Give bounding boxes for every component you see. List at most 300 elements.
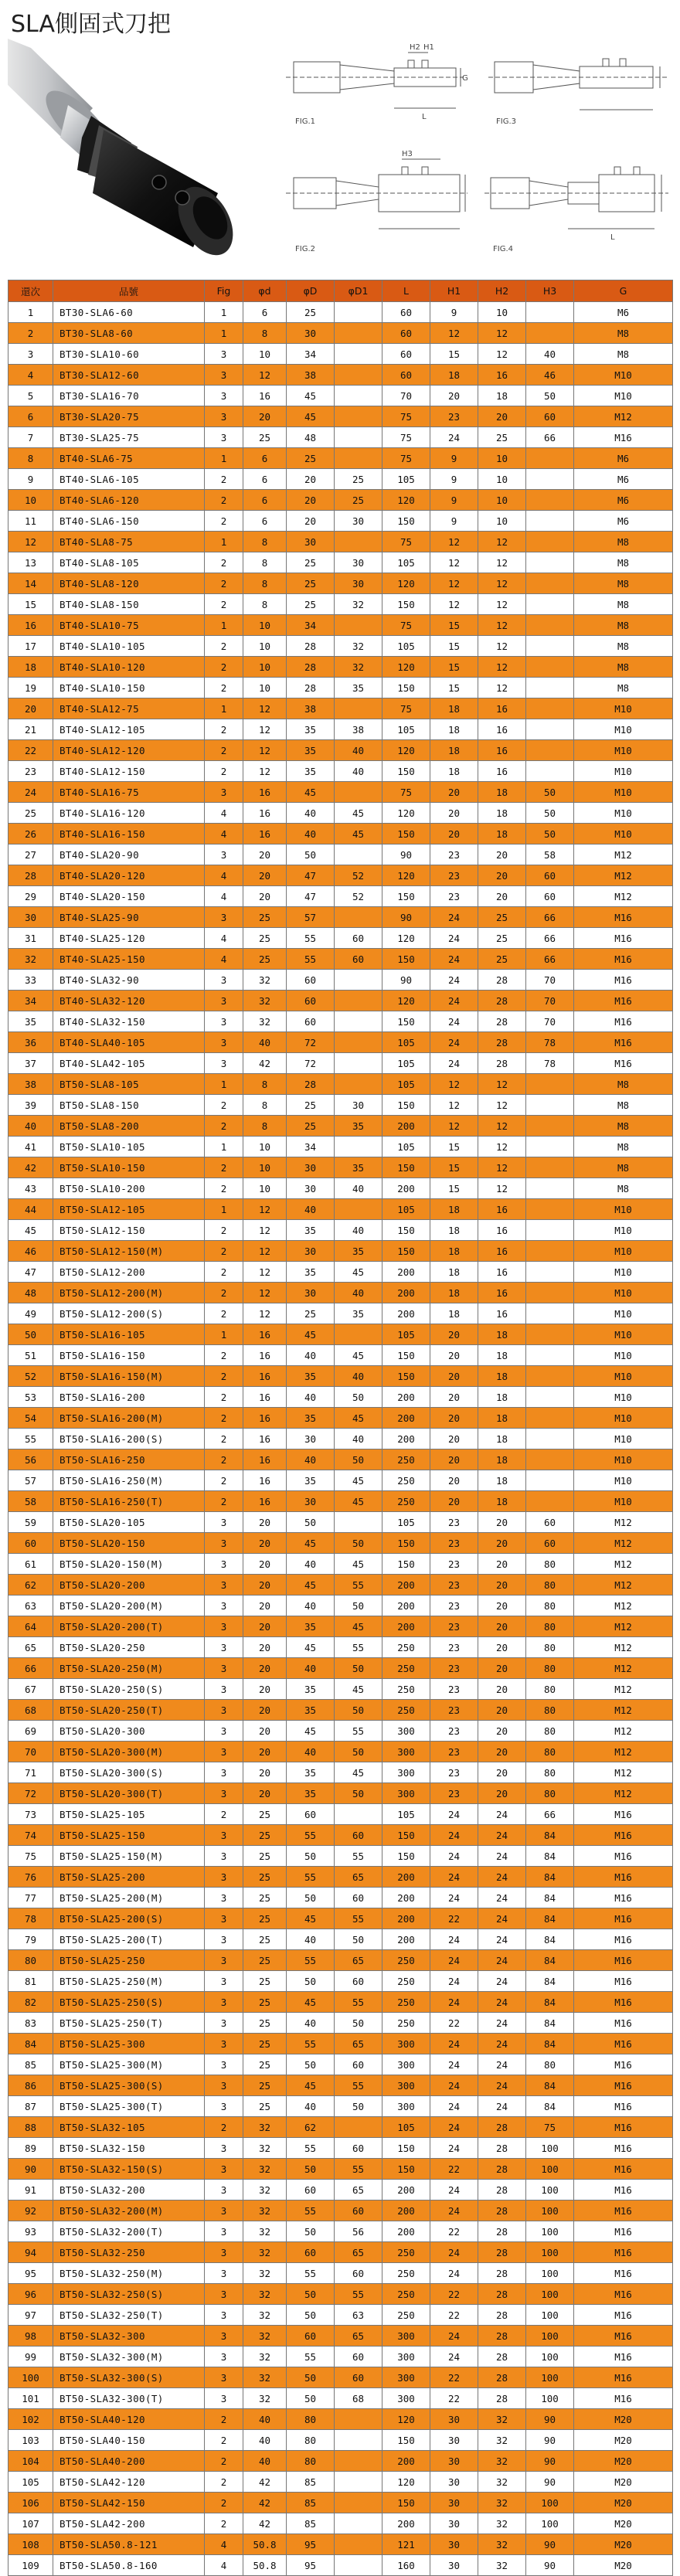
cell-h2: 32 [478, 2493, 526, 2513]
cell-fig: 3 [205, 1846, 243, 1867]
cell-d1 [335, 2409, 382, 2430]
cell-d: 42 [243, 2472, 287, 2493]
cell-h3: 58 [526, 845, 574, 865]
cell-outer-d: 95 [287, 2555, 335, 2576]
cell-g: M12 [574, 1783, 673, 1804]
table-row [8, 2451, 673, 2472]
cell-model: BT50-SLA12-200(M) [53, 1283, 205, 1303]
cell-fig: 3 [205, 2305, 243, 2326]
cell-outer-d: 28 [287, 678, 335, 698]
cell-l: 300 [382, 2347, 430, 2367]
cell-index: 16 [8, 615, 53, 636]
cell-l: 120 [382, 573, 430, 594]
cell-d: 16 [243, 1470, 287, 1491]
col-header-h3: H3 [526, 280, 574, 302]
cell-index: 6 [8, 406, 53, 427]
cell-g: M16 [574, 2263, 673, 2284]
technical-drawings [286, 31, 676, 270]
cell-h2: 28 [478, 2221, 526, 2242]
cell-g: M12 [574, 1742, 673, 1762]
cell-index: 77 [8, 1888, 53, 1908]
cell-model: BT50-SLA16-200(S) [53, 1429, 205, 1449]
cell-outer-d: 25 [287, 552, 335, 573]
cell-h2: 18 [478, 1324, 526, 1345]
cell-h3 [526, 719, 574, 740]
cell-fig: 2 [205, 1283, 243, 1303]
cell-fig: 3 [205, 2138, 243, 2159]
table-row [8, 1679, 673, 1700]
cell-l: 300 [382, 2075, 430, 2096]
cell-fig: 2 [205, 594, 243, 615]
table-row [8, 1825, 673, 1846]
cell-h2: 18 [478, 1366, 526, 1387]
cell-h3: 50 [526, 803, 574, 824]
cell-h3: 66 [526, 949, 574, 970]
cell-index: 43 [8, 1178, 53, 1199]
cell-d1: 45 [335, 803, 382, 824]
cell-h3: 75 [526, 2117, 574, 2138]
cell-fig: 1 [205, 1074, 243, 1095]
cell-h2: 28 [478, 2367, 526, 2388]
cell-g: M16 [574, 427, 673, 448]
cell-d: 6 [243, 448, 287, 469]
cell-index: 15 [8, 594, 53, 615]
cell-l: 60 [382, 344, 430, 365]
cell-h1: 9 [430, 511, 478, 532]
cell-l: 300 [382, 2034, 430, 2054]
cell-d1: 50 [335, 2013, 382, 2034]
cell-h2: 32 [478, 2472, 526, 2493]
cell-d1: 30 [335, 1095, 382, 1116]
cell-d1: 60 [335, 949, 382, 970]
cell-model: BT40-SLA10-75 [53, 615, 205, 636]
cell-index: 26 [8, 824, 53, 845]
cell-d1: 65 [335, 1950, 382, 1971]
cell-h1: 9 [430, 490, 478, 511]
cell-index: 90 [8, 2159, 53, 2180]
cell-d1: 65 [335, 1867, 382, 1888]
cell-h3: 80 [526, 1637, 574, 1658]
cell-h1: 23 [430, 1783, 478, 1804]
cell-h1: 20 [430, 1470, 478, 1491]
cell-h2: 28 [478, 2326, 526, 2347]
col-header-h1: H1 [430, 280, 478, 302]
table-row [8, 386, 673, 406]
cell-g: M20 [574, 2430, 673, 2451]
cell-index: 27 [8, 845, 53, 865]
cell-outer-d: 55 [287, 2263, 335, 2284]
cell-d: 6 [243, 469, 287, 490]
cell-outer-d: 72 [287, 1053, 335, 1074]
cell-h3: 90 [526, 2534, 574, 2555]
cell-fig: 1 [205, 448, 243, 469]
cell-fig: 3 [205, 2242, 243, 2263]
cell-g: M10 [574, 1262, 673, 1283]
cell-g: M16 [574, 1992, 673, 2013]
cell-l: 75 [382, 615, 430, 636]
cell-h1: 24 [430, 1032, 478, 1053]
cell-fig: 3 [205, 991, 243, 1011]
cell-d1: 35 [335, 1157, 382, 1178]
cell-outer-d: 60 [287, 970, 335, 991]
cell-d1: 55 [335, 2284, 382, 2305]
cell-h2: 12 [478, 636, 526, 657]
cell-outer-d: 30 [287, 323, 335, 344]
cell-h1: 30 [430, 2472, 478, 2493]
cell-h1: 24 [430, 928, 478, 949]
cell-fig: 2 [205, 761, 243, 782]
figure-1-drawing [286, 53, 464, 108]
cell-d1 [335, 1137, 382, 1157]
cell-l: 250 [382, 1449, 430, 1470]
cell-h1: 15 [430, 1178, 478, 1199]
cell-d: 8 [243, 323, 287, 344]
cell-h2: 32 [478, 2534, 526, 2555]
cell-model: BT50-SLA32-200(T) [53, 2221, 205, 2242]
cell-h1: 24 [430, 949, 478, 970]
cell-d: 8 [243, 552, 287, 573]
cell-outer-d: 60 [287, 1804, 335, 1825]
cell-l: 250 [382, 2263, 430, 2284]
cell-l: 250 [382, 1950, 430, 1971]
cell-d1: 50 [335, 1658, 382, 1679]
table-row [8, 615, 673, 636]
cell-h1: 12 [430, 323, 478, 344]
cell-fig: 2 [205, 1157, 243, 1178]
cell-l: 120 [382, 2472, 430, 2493]
cell-h3 [526, 1345, 574, 1366]
cell-index: 53 [8, 1387, 53, 1408]
cell-fig: 3 [205, 2326, 243, 2347]
cell-l: 200 [382, 1408, 430, 1429]
cell-fig: 3 [205, 1783, 243, 1804]
cell-model: BT50-SLA32-150 [53, 2138, 205, 2159]
cell-d: 25 [243, 1950, 287, 1971]
cell-fig: 2 [205, 719, 243, 740]
cell-h1: 15 [430, 636, 478, 657]
cell-h2: 20 [478, 845, 526, 865]
cell-d1: 40 [335, 740, 382, 761]
cell-fig: 3 [205, 1032, 243, 1053]
drawing-label-l: L [422, 113, 427, 121]
cell-h2: 18 [478, 824, 526, 845]
cell-index: 76 [8, 1867, 53, 1888]
cell-l: 250 [382, 1470, 430, 1491]
cell-h1: 22 [430, 2159, 478, 2180]
cell-g: M16 [574, 2388, 673, 2409]
cell-index: 41 [8, 1137, 53, 1157]
cell-model: BT50-SLA42-150 [53, 2493, 205, 2513]
cell-index: 38 [8, 1074, 53, 1095]
cell-l: 105 [382, 2117, 430, 2138]
cell-outer-d: 25 [287, 1116, 335, 1137]
cell-l: 300 [382, 1783, 430, 1804]
cell-model: BT50-SLA12-200(S) [53, 1303, 205, 1324]
table-row [8, 2493, 673, 2513]
cell-outer-d: 38 [287, 698, 335, 719]
cell-g: M16 [574, 2284, 673, 2305]
cell-d1: 65 [335, 2242, 382, 2263]
cell-fig: 1 [205, 302, 243, 323]
cell-index: 30 [8, 907, 53, 928]
cell-l: 200 [382, 2180, 430, 2200]
cell-l: 150 [382, 1095, 430, 1116]
col-header-index: 還次 [8, 280, 53, 302]
cell-fig: 3 [205, 2200, 243, 2221]
cell-g: M20 [574, 2472, 673, 2493]
cell-h3: 100 [526, 2221, 574, 2242]
cell-h3 [526, 761, 574, 782]
cell-h3 [526, 1220, 574, 1241]
cell-d: 25 [243, 1908, 287, 1929]
figure-2-drawing [488, 59, 668, 110]
table-row [8, 1220, 673, 1241]
cell-h2: 25 [478, 928, 526, 949]
cell-g: M8 [574, 1095, 673, 1116]
cell-d: 16 [243, 1408, 287, 1429]
cell-g: M8 [574, 532, 673, 552]
cell-d1 [335, 1032, 382, 1053]
cell-index: 99 [8, 2347, 53, 2367]
cell-outer-d: 35 [287, 761, 335, 782]
table-row [8, 1929, 673, 1950]
cell-model: BT50-SLA32-200(M) [53, 2200, 205, 2221]
cell-h3 [526, 1157, 574, 1178]
cell-h1: 24 [430, 2075, 478, 2096]
table-row [8, 2409, 673, 2430]
col-header-l: L [382, 280, 430, 302]
cell-l: 120 [382, 928, 430, 949]
cell-outer-d: 34 [287, 1137, 335, 1157]
cell-l: 105 [382, 636, 430, 657]
cell-outer-d: 28 [287, 636, 335, 657]
cell-d: 20 [243, 1658, 287, 1679]
cell-outer-d: 50 [287, 2221, 335, 2242]
cell-h3: 80 [526, 1575, 574, 1596]
cell-d: 25 [243, 949, 287, 970]
cell-h3: 100 [526, 2388, 574, 2409]
cell-h1: 24 [430, 2263, 478, 2284]
cell-model: BT50-SLA16-250(T) [53, 1491, 205, 1512]
cell-d1: 40 [335, 1283, 382, 1303]
table-row [8, 2180, 673, 2200]
cell-outer-d: 60 [287, 2326, 335, 2347]
cell-l: 200 [382, 1575, 430, 1596]
cell-fig: 3 [205, 1616, 243, 1637]
cell-fig: 3 [205, 1596, 243, 1616]
cell-g: M16 [574, 1950, 673, 1971]
cell-d: 8 [243, 532, 287, 552]
cell-d1 [335, 1512, 382, 1533]
cell-h3: 84 [526, 2075, 574, 2096]
cell-model: BT50-SLA20-300 [53, 1721, 205, 1742]
cell-d: 25 [243, 1992, 287, 2013]
cell-d1 [335, 845, 382, 865]
cell-h3: 66 [526, 928, 574, 949]
cell-outer-d: 35 [287, 1366, 335, 1387]
cell-model: BT50-SLA25-300(T) [53, 2096, 205, 2117]
cell-d1: 25 [335, 469, 382, 490]
cell-outer-d: 30 [287, 1283, 335, 1303]
cell-h3 [526, 302, 574, 323]
table-row [8, 2513, 673, 2534]
cell-g: M16 [574, 1971, 673, 1992]
cell-model: BT50-SLA10-200 [53, 1178, 205, 1199]
cell-d: 6 [243, 490, 287, 511]
cell-h2: 12 [478, 1157, 526, 1178]
cell-outer-d: 34 [287, 615, 335, 636]
cell-d1: 55 [335, 1908, 382, 1929]
cell-h2: 16 [478, 1220, 526, 1241]
cell-h1: 23 [430, 1575, 478, 1596]
cell-model: BT50-SLA40-200 [53, 2451, 205, 2472]
cell-model: BT50-SLA32-250(M) [53, 2263, 205, 2284]
cell-g: M8 [574, 323, 673, 344]
cell-index: 22 [8, 740, 53, 761]
cell-model: BT50-SLA25-200(S) [53, 1908, 205, 1929]
cell-model: BT30-SLA10-60 [53, 344, 205, 365]
cell-model: BT50-SLA8-150 [53, 1095, 205, 1116]
table-row [8, 761, 673, 782]
table-row [8, 2347, 673, 2367]
cell-index: 68 [8, 1700, 53, 1721]
cell-model: BT50-SLA25-200(T) [53, 1929, 205, 1950]
cell-l: 200 [382, 2513, 430, 2534]
cell-index: 97 [8, 2305, 53, 2326]
cell-outer-d: 85 [287, 2493, 335, 2513]
cell-outer-d: 72 [287, 1032, 335, 1053]
cell-outer-d: 25 [287, 1303, 335, 1324]
cell-fig: 3 [205, 1575, 243, 1596]
cell-h3 [526, 740, 574, 761]
cell-g: M6 [574, 469, 673, 490]
table-row [8, 594, 673, 615]
cell-h3: 100 [526, 2200, 574, 2221]
cell-h3: 84 [526, 2034, 574, 2054]
cell-d1: 60 [335, 928, 382, 949]
cell-d: 10 [243, 636, 287, 657]
cell-h2: 24 [478, 1929, 526, 1950]
cell-h1: 24 [430, 1011, 478, 1032]
cell-model: BT50-SLA16-250 [53, 1449, 205, 1470]
cell-d: 32 [243, 2200, 287, 2221]
cell-outer-d: 55 [287, 2138, 335, 2159]
table-row [8, 1637, 673, 1658]
cell-h1: 24 [430, 1888, 478, 1908]
cell-model: BT50-SLA32-250(S) [53, 2284, 205, 2305]
cell-g: M6 [574, 490, 673, 511]
cell-d: 10 [243, 1157, 287, 1178]
cell-outer-d: 40 [287, 1658, 335, 1679]
cell-model: BT50-SLA25-105 [53, 1804, 205, 1825]
cell-h2: 12 [478, 532, 526, 552]
table-row [8, 1888, 673, 1908]
cell-d: 40 [243, 2409, 287, 2430]
cell-h3: 100 [526, 2284, 574, 2305]
cell-fig: 3 [205, 1929, 243, 1950]
cell-d1 [335, 323, 382, 344]
cell-index: 55 [8, 1429, 53, 1449]
cell-h1: 9 [430, 448, 478, 469]
cell-model: BT50-SLA32-300 [53, 2326, 205, 2347]
cell-outer-d: 50 [287, 2159, 335, 2180]
cell-h1: 23 [430, 1658, 478, 1679]
cell-d1 [335, 1199, 382, 1220]
cell-outer-d: 40 [287, 803, 335, 824]
cell-d: 16 [243, 1429, 287, 1449]
table-row [8, 1137, 673, 1157]
cell-index: 100 [8, 2367, 53, 2388]
cell-d1: 30 [335, 573, 382, 594]
cell-l: 200 [382, 2221, 430, 2242]
tool-holder-body [8, 39, 244, 265]
cell-d1: 40 [335, 1366, 382, 1387]
cell-h3: 100 [526, 2305, 574, 2326]
cell-h1: 24 [430, 970, 478, 991]
table-row [8, 1345, 673, 1366]
cell-l: 250 [382, 2242, 430, 2263]
cell-model: BT40-SLA10-105 [53, 636, 205, 657]
cell-l: 105 [382, 552, 430, 573]
cell-d: 12 [243, 1199, 287, 1220]
cell-h3: 40 [526, 344, 574, 365]
cell-h2: 12 [478, 1137, 526, 1157]
cell-index: 62 [8, 1575, 53, 1596]
cell-l: 75 [382, 427, 430, 448]
cell-fig: 2 [205, 1491, 243, 1512]
cell-d: 20 [243, 1596, 287, 1616]
cell-d1: 50 [335, 1742, 382, 1762]
cell-l: 120 [382, 657, 430, 678]
cell-h1: 24 [430, 1825, 478, 1846]
cell-d1 [335, 344, 382, 365]
cell-d: 32 [243, 2347, 287, 2367]
cell-d1: 52 [335, 865, 382, 886]
table-row [8, 1470, 673, 1491]
table-row [8, 845, 673, 865]
cell-index: 47 [8, 1262, 53, 1283]
cell-h1: 24 [430, 2096, 478, 2117]
cell-d1 [335, 1053, 382, 1074]
cell-h1: 20 [430, 1324, 478, 1345]
cell-g: M12 [574, 1679, 673, 1700]
cell-index: 37 [8, 1053, 53, 1074]
cell-fig: 2 [205, 1303, 243, 1324]
cell-d1 [335, 2472, 382, 2493]
cell-g: M20 [574, 2513, 673, 2534]
cell-d1 [335, 1324, 382, 1345]
cell-d: 10 [243, 657, 287, 678]
cell-d: 25 [243, 1804, 287, 1825]
table-row [8, 824, 673, 845]
cell-l: 150 [382, 1846, 430, 1867]
cell-outer-d: 55 [287, 949, 335, 970]
cell-d1: 45 [335, 1470, 382, 1491]
drawing-label-h3: H3 [402, 150, 413, 158]
cell-outer-d: 45 [287, 1721, 335, 1742]
cell-d: 32 [243, 2367, 287, 2388]
cell-h3: 100 [526, 2263, 574, 2284]
cell-h3: 80 [526, 1783, 574, 1804]
cell-index: 89 [8, 2138, 53, 2159]
cell-h3: 100 [526, 2493, 574, 2513]
cell-fig: 2 [205, 1366, 243, 1387]
cell-index: 61 [8, 1554, 53, 1575]
cell-d: 40 [243, 1032, 287, 1053]
cell-d1: 45 [335, 1679, 382, 1700]
cell-d1: 40 [335, 761, 382, 782]
figure-4-label: FIG.4 [493, 245, 513, 253]
